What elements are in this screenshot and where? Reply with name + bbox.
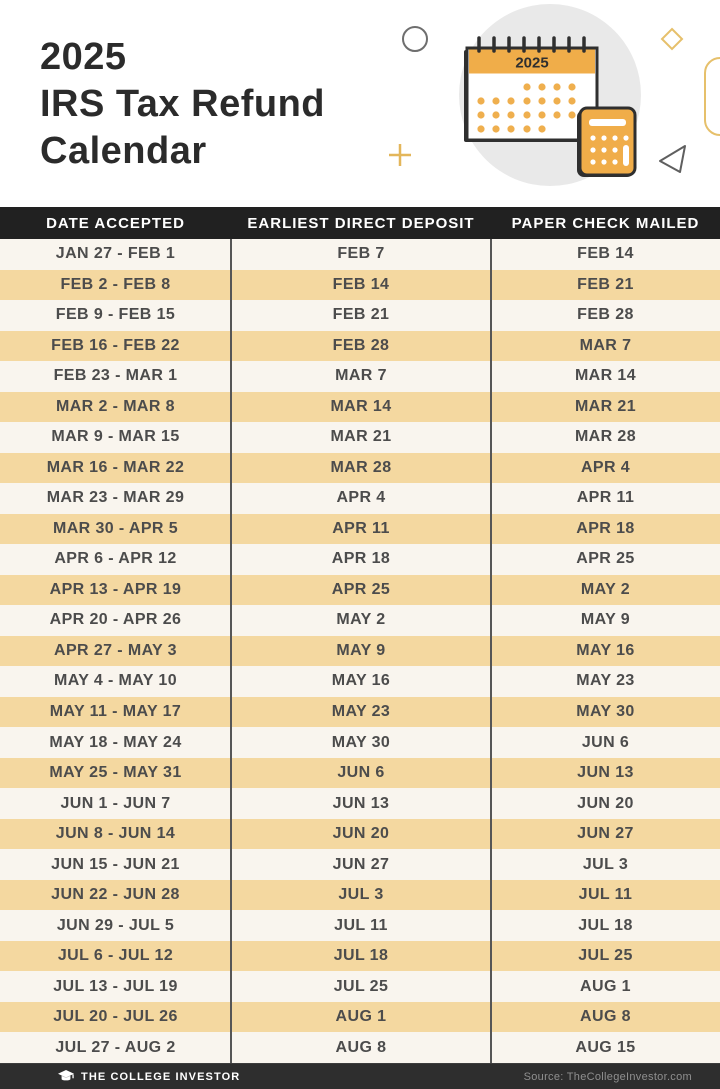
cell-direct-deposit: JUN 27 (332, 855, 390, 873)
cell-date-accepted: FEB 23 - MAR 1 (53, 367, 178, 385)
cell-check-mailed: MAR 28 (574, 428, 637, 446)
cell-direct-deposit: JUL 25 (333, 977, 389, 995)
cell-check-mailed: MAY 2 (580, 580, 631, 598)
cell-date-accepted: MAR 9 - MAR 15 (51, 428, 180, 446)
table-row (0, 514, 720, 545)
cell-date-accepted: FEB 2 - FEB 8 (60, 275, 171, 293)
cell-check-mailed: AUG 8 (580, 1008, 631, 1026)
brand-name: THE COLLEGE INVESTOR (81, 1070, 241, 1083)
cell-date-accepted: JUN 22 - JUN 28 (51, 886, 180, 904)
cell-date-accepted: MAY 4 - MAY 10 (54, 672, 177, 690)
cell-direct-deposit: MAR 21 (330, 428, 392, 446)
table-row (0, 941, 720, 972)
title-line-3: Calendar (40, 130, 207, 172)
cell-check-mailed: JUL 25 (578, 947, 633, 965)
cell-direct-deposit: JUN 13 (332, 794, 390, 812)
table-row (0, 849, 720, 880)
table-row (0, 697, 720, 728)
column-header-direct-deposit: EARLIEST DIRECT DEPOSIT (247, 214, 475, 232)
table-row (0, 361, 720, 392)
brand (58, 1070, 240, 1083)
cell-date-accepted: MAR 23 - MAR 29 (46, 489, 185, 507)
table-row (0, 666, 720, 697)
cell-direct-deposit: APR 4 (336, 489, 386, 507)
cell-check-mailed: AUG 15 (575, 1038, 636, 1056)
cell-date-accepted: MAR 30 - APR 5 (52, 519, 179, 537)
table-row (0, 1032, 720, 1063)
calendar-year-label: 2025 (515, 54, 549, 72)
rounded-rect-icon (705, 58, 720, 135)
cell-check-mailed: JUL 11 (578, 886, 633, 904)
cell-check-mailed: APR 18 (576, 519, 635, 537)
table-row (0, 392, 720, 423)
circle-outline-icon (403, 27, 427, 51)
table-row (0, 819, 720, 850)
cell-check-mailed: MAR 21 (574, 397, 637, 415)
source-attribution: Source: TheCollegeInvestor.com (523, 1070, 692, 1083)
cell-date-accepted: FEB 9 - FEB 15 (55, 306, 176, 324)
cell-date-accepted: MAY 18 - MAY 24 (49, 733, 182, 751)
cell-check-mailed: MAR 14 (574, 367, 637, 385)
cell-direct-deposit: APR 25 (331, 580, 391, 598)
cell-direct-deposit: JUN 6 (337, 764, 385, 782)
cell-date-accepted: JUL 13 - JUL 19 (53, 977, 178, 995)
cell-direct-deposit: FEB 21 (332, 306, 390, 324)
table-row (0, 727, 720, 758)
column-separator-1 (230, 239, 232, 1063)
cell-check-mailed: MAY 9 (580, 611, 631, 629)
cell-direct-deposit: AUG 8 (335, 1038, 387, 1056)
cell-direct-deposit: APR 11 (332, 519, 390, 537)
plus-icon (389, 144, 411, 166)
table-row (0, 331, 720, 362)
table-header-row (0, 207, 720, 239)
table-row (0, 758, 720, 789)
calculator-icon (577, 108, 635, 177)
cell-direct-deposit: APR 18 (331, 550, 391, 568)
cell-date-accepted: MAY 25 - MAY 31 (49, 764, 182, 782)
title-line-1: 2025 (40, 36, 127, 78)
cell-date-accepted: JUL 20 - JUL 26 (53, 1008, 178, 1026)
cell-direct-deposit: JUN 20 (332, 825, 390, 843)
table-row (0, 636, 720, 667)
calendar-calculator-illustration (380, 0, 720, 202)
cell-date-accepted: FEB 16 - FEB 22 (51, 336, 180, 354)
cell-direct-deposit: MAY 2 (336, 611, 386, 629)
diamond-icon (662, 29, 682, 49)
cell-direct-deposit: MAY 16 (331, 672, 391, 690)
table-row (0, 453, 720, 484)
cell-direct-deposit: JUL 18 (333, 947, 389, 965)
cell-date-accepted: APR 27 - MAY 3 (54, 641, 177, 659)
cell-check-mailed: APR 11 (576, 489, 635, 507)
cell-date-accepted: JAN 27 - FEB 1 (55, 245, 176, 263)
cell-check-mailed: AUG 1 (580, 977, 631, 995)
cell-check-mailed: FEB 21 (577, 275, 634, 293)
cell-check-mailed: MAY 30 (576, 702, 635, 720)
table-row (0, 239, 720, 270)
cell-date-accepted: JUL 6 - JUL 12 (57, 947, 174, 965)
table-row (0, 880, 720, 911)
cell-direct-deposit: MAY 9 (336, 641, 386, 659)
cell-check-mailed: APR 25 (576, 550, 635, 568)
footer-bar (0, 1063, 720, 1089)
table-row (0, 422, 720, 453)
triangle-icon (660, 146, 685, 172)
cell-check-mailed: APR 4 (580, 458, 631, 476)
cell-direct-deposit: MAY 23 (331, 702, 391, 720)
cell-date-accepted: JUN 1 - JUN 7 (60, 794, 171, 812)
cell-check-mailed: JUL 3 (582, 855, 629, 873)
column-separator-2 (490, 239, 492, 1063)
table-row (0, 910, 720, 941)
cell-direct-deposit: FEB 28 (332, 336, 390, 354)
page-title (40, 34, 325, 175)
cell-date-accepted: APR 6 - APR 12 (54, 550, 177, 568)
column-header-date-accepted: DATE ACCEPTED (46, 214, 185, 232)
cell-date-accepted: APR 20 - APR 26 (49, 611, 182, 629)
cell-direct-deposit: AUG 1 (335, 1008, 387, 1026)
header (0, 0, 720, 207)
cell-direct-deposit: FEB 7 (337, 245, 385, 263)
cell-date-accepted: MAR 2 - MAR 8 (56, 397, 175, 415)
cell-check-mailed: JUN 13 (577, 764, 634, 782)
graduation-cap-icon (58, 1070, 74, 1083)
cell-date-accepted: MAY 11 - MAY 17 (49, 702, 182, 720)
cell-check-mailed: MAR 7 (579, 336, 632, 354)
table-row (0, 971, 720, 1002)
table-row (0, 544, 720, 575)
cell-date-accepted: JUN 8 - JUN 14 (55, 825, 176, 843)
title-line-2: IRS Tax Refund (40, 83, 325, 125)
cell-date-accepted: APR 13 - APR 19 (49, 580, 182, 598)
cell-direct-deposit: JUL 3 (338, 886, 384, 904)
table-row (0, 270, 720, 301)
cell-check-mailed: JUN 6 (581, 733, 630, 751)
table-body (0, 239, 720, 1063)
table-row (0, 1002, 720, 1033)
cell-direct-deposit: MAY 30 (331, 733, 391, 751)
table-row (0, 605, 720, 636)
cell-check-mailed: JUL 18 (578, 916, 633, 934)
cell-date-accepted: JUL 27 - AUG 2 (55, 1038, 176, 1056)
cell-date-accepted: JUN 29 - JUL 5 (56, 916, 175, 934)
cell-date-accepted: MAR 16 - MAR 22 (46, 458, 185, 476)
cell-date-accepted: JUN 15 - JUN 21 (51, 855, 180, 873)
column-header-check-mailed: PAPER CHECK MAILED (511, 214, 700, 232)
cell-check-mailed: MAY 23 (576, 672, 635, 690)
table-row (0, 483, 720, 514)
cell-check-mailed: MAY 16 (576, 641, 635, 659)
cell-direct-deposit: JUL 11 (334, 916, 388, 934)
cell-direct-deposit: MAR 28 (330, 458, 392, 476)
table-row (0, 300, 720, 331)
cell-direct-deposit: MAR 7 (335, 367, 387, 385)
cell-direct-deposit: MAR 14 (330, 397, 392, 415)
cell-check-mailed: FEB 28 (577, 306, 634, 324)
cell-check-mailed: JUN 27 (577, 825, 634, 843)
cell-direct-deposit: FEB 14 (332, 275, 390, 293)
cell-check-mailed: JUN 20 (577, 794, 634, 812)
table-row (0, 575, 720, 606)
table-row (0, 788, 720, 819)
cell-check-mailed: FEB 14 (577, 245, 634, 263)
